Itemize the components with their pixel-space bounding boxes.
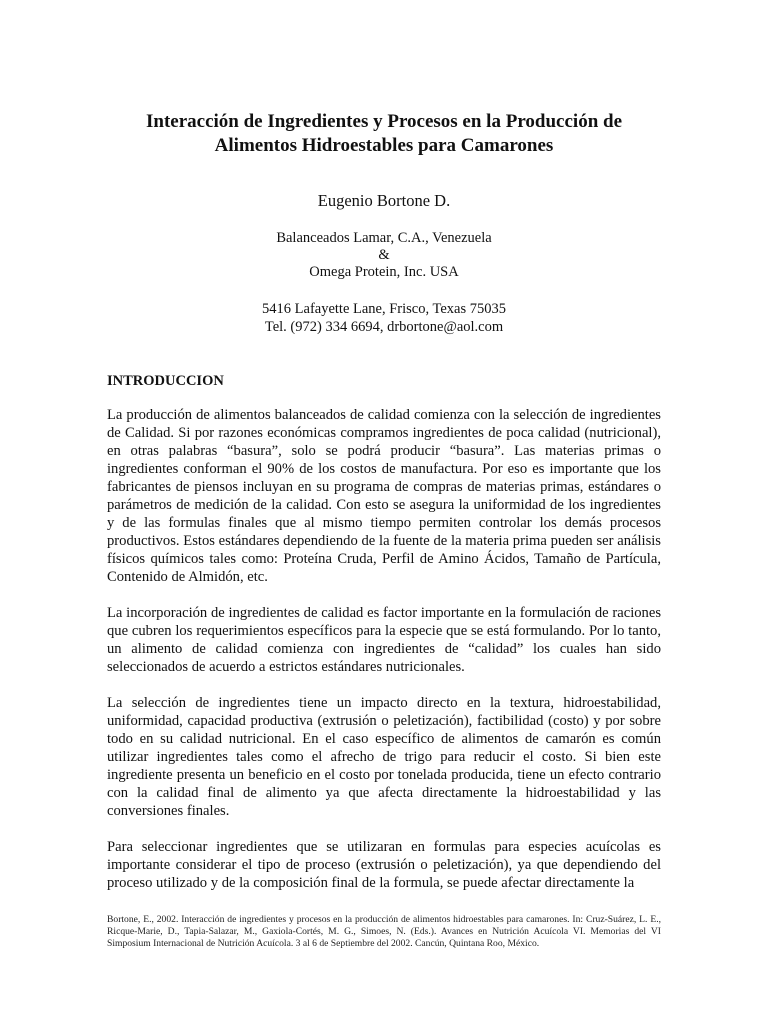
author-name: Eugenio Bortone D. xyxy=(317,191,451,210)
affiliation-line-1: Balanceados Lamar, C.A., Venezuela xyxy=(276,230,492,246)
address-line-1: 5416 Lafayette Lane, Frisco, Texas 75035 xyxy=(262,301,506,317)
address-line-2: Tel. (972) 334 6694, drbortone@aol.com xyxy=(264,318,504,335)
paragraph-2: La incorporación de ingredientes de calidad es factor importante en la formulación de raciones que cubren los requerimientos específicos para la especie que se está formulando. Por lo tanto, un alimento de calidad comienza con ingredientes de “calidad” los cuales han sido seleccionados de acuerdo a estrictos estándares nutricionales. xyxy=(107,605,661,675)
affiliation-line-3: Omega Protein, Inc. USA xyxy=(309,264,459,280)
body-text xyxy=(107,406,661,910)
paragraph-4: Para seleccionar ingredientes que se utilizaran en formulas para especies acuícolas es importante considerar el tipo de proceso (extrusión o peletización), ya que dependiendo del proceso utilizado y de la composición final de la formula, se puede afectar directamente la xyxy=(107,839,661,891)
title-line-2: Alimentos Hidroestables para Camarones xyxy=(214,135,554,156)
affiliation-block xyxy=(107,230,661,281)
address-block xyxy=(107,301,661,336)
title-line-1: Interacción de Ingredientes y Procesos en la Producción de xyxy=(145,111,623,132)
citation-footnote: Bortone, E., 2002. Interacción de ingredientes y procesos en la producción de alimentos hidroestables para camarones. In: Cruz-Suárez, L. E., Ricque-Marie, D., Tapia-Salazar, M., Gaxiola-Cortés, M. G., Simoes, N. (Eds.). Avances en Nutrición Acuícola VI. Memorias del VI Simposium Internacional de Nutrición Acuícola. 3 al 6 de Septiembre del 2002. Cancún, Quintana Roo, México. xyxy=(107,914,661,949)
paragraph-3: La selección de ingredientes tiene un impacto directo en la textura, hidroestabilidad, uniformidad, capacidad productiva (extrusión o peletización), factibilidad (costo) y por sobre todo en su calidad nutricional. En el caso específico de alimentos de camarón es común utilizar ingredientes tales como el afrecho de trigo para reducir el costo. Si bien este ingrediente presenta un beneficio en el costo por tonelada producida, tiene un efecto contrario con la calidad final de alimento ya que afecta directamente la hidroestabilidad y las conversiones finales. xyxy=(107,695,661,819)
affiliation-ampersand: & xyxy=(378,247,390,263)
paragraph-1: La producción de alimentos balanceados de calidad comienza con la selección de ingredientes de Calidad. Si por razones económicas compramos ingredientes de poca calidad (nutricional), en otras palabras “basura”, solo se podrá producir “basura”. Las materias primas o ingredientes conforman el 90% de los costos de manufactura. Por eso es importante que los fabricantes de piensos incluyan en su programa de compras de materias primas, estándares o parámetros de medición de la calidad. Con esto se asegura la uniformidad de los ingredientes y de las formulas finales que al mismo tiempo permiten controlar los demás procesos productivos. Estos estándares dependiendo de la fuente de la materia prima pueden ser análisis físicos químicos tales como: Proteína Cruda, Perfil de Amino Ácidos, Tamaño de Partícula, Contenido de Almidón, etc. xyxy=(107,407,661,585)
section-heading: INTRODUCCION xyxy=(107,373,224,389)
document-title xyxy=(107,110,661,158)
